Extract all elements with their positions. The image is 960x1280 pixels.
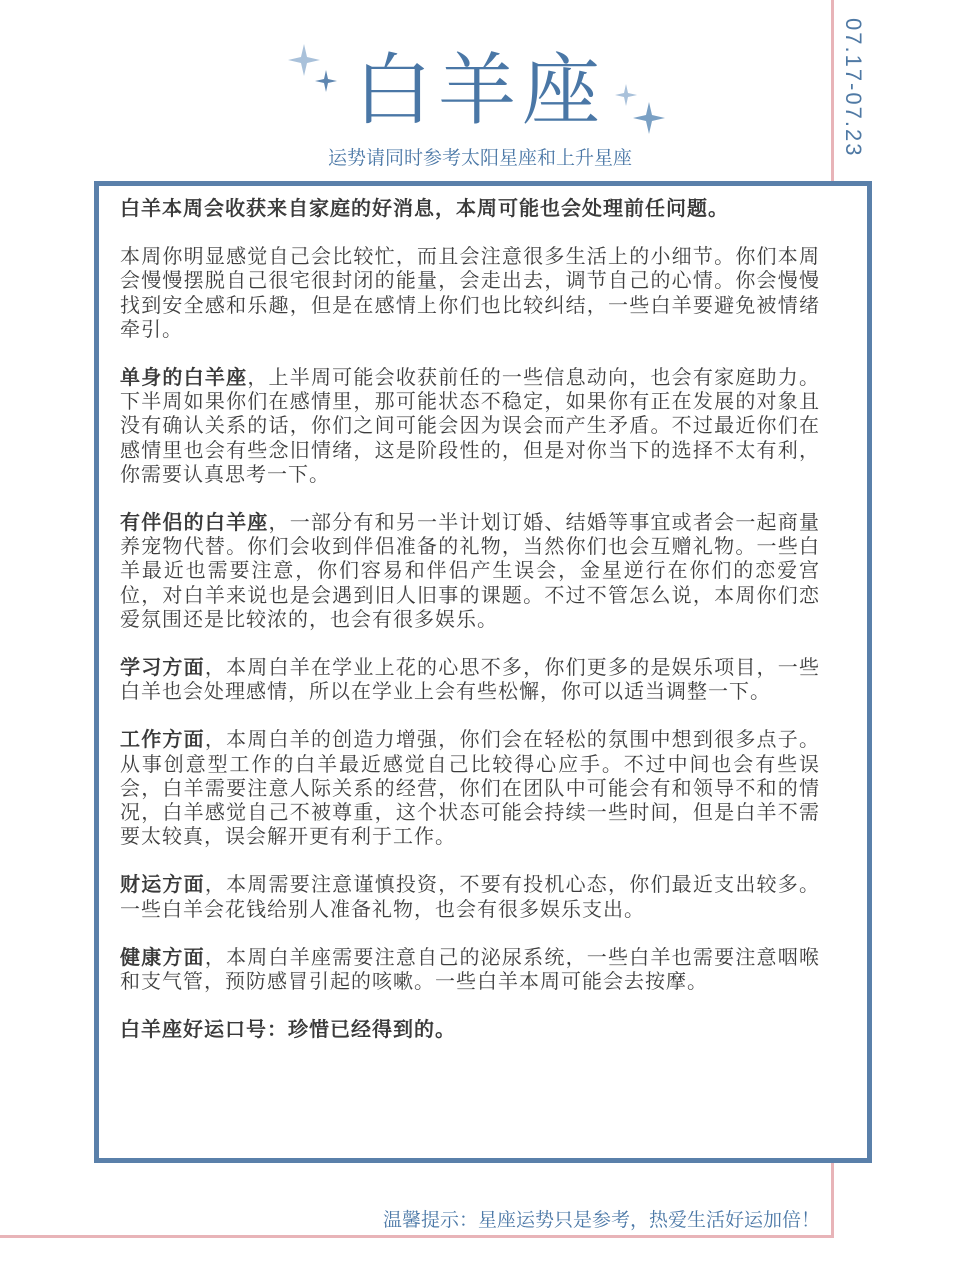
section-finance: 财运方面，本周需要注意谨慎投资，不要有投机心态，你们最近支出较多。一些白羊会花钱给别人准备礼物，也会有很多娱乐支出。 bbox=[120, 872, 820, 921]
slogan: 白羊座好运口号：珍惜已经得到的。 bbox=[120, 1017, 456, 1042]
sparkle-icon bbox=[612, 80, 672, 140]
footer-tip: 温馨提示：星座运势只是参考，热爱生活好运加倍！ bbox=[382, 1209, 820, 1231]
date-range: 07.17-07.23 bbox=[841, 18, 866, 158]
sparkle-icon bbox=[284, 40, 344, 100]
section-study: 学习方面，本周白羊在学业上花的心思不多，你们更多的是娱乐项目，一些白羊也会处理感情，所以在学业上会有些松懈，你可以适当调整一下。 bbox=[120, 655, 820, 704]
overview-paragraph: 本周你明显感觉自己会比较忙，而且会注意很多生活上的小细节。你们本周会慢慢摆脱自己很宅很封闭的能量，会走出去，调节自己的心情。你会慢慢找到安全感和乐趣，但是在感情上你们也比较纠结，一些白羊要避免被情绪牵引。 bbox=[120, 244, 820, 341]
section-label: 单身的白羊座 bbox=[120, 365, 248, 390]
section-label: 工作方面 bbox=[120, 727, 205, 752]
pink-horizontal-line bbox=[0, 1235, 834, 1238]
horoscope-content bbox=[120, 196, 820, 1065]
section-health: 健康方面，本周白羊座需要注意自己的泌尿系统，一些白羊也需要注意咽喉和支气管，预防感冒引起的咳嗽。一些白羊本周可能会去按摩。 bbox=[120, 944, 820, 994]
section-single: 单身的白羊座，上半周可能会收获前任的一些信息动向，也会有家庭助力。下半周如果你们在感情里，那可能状态不稳定，如果你有正在发展的对象且没有确认关系的话，你们之间可能会因为误会而产生矛盾。不过最近你们在感情里也会有些念旧情绪，这是阶段性的，但是对你当下的选择不太有利，你需要认真思考一下。 bbox=[120, 365, 820, 486]
section-label: 有伴侣的白羊座 bbox=[120, 510, 269, 535]
section-label: 财运方面 bbox=[120, 872, 205, 897]
section-label: 学习方面 bbox=[120, 655, 205, 680]
section-partnered: 有伴侣的白羊座，一部分有和另一半计划订婚、结婚等事宜或者会一起商量养宠物代替。你们会收到伴侣准备的礼物，当然你们也会互赠礼物。一些白羊最近也需要注意，你们容易和伴侣产生误会，金星逆行在你们的恋爱宫位，对白羊来说也是会遇到旧人旧事的课题。不过不管怎么说，本周你们恋爱氛围还是比较浓的，也会有很多娱乐。 bbox=[120, 510, 820, 631]
section-work: 工作方面，本周白羊的创造力增强，你们会在轻松的氛围中想到很多点子。从事创意型工作的白羊最近感觉自己比较得心应手。不过中间也会有些误会，白羊需要注意人际关系的经营，你们在团队中可能会有和领导不和的情况，白羊感觉自己不被尊重，这个状态可能会持续一些时间，但是白羊不需要太较真，误会解开更有利于工作。 bbox=[120, 727, 820, 849]
headline: 白羊本周会收获来自家庭的好消息，本周可能也会处理前任问题。 bbox=[120, 196, 729, 220]
page-title: 白羊座 bbox=[353, 46, 606, 136]
section-label: 健康方面 bbox=[120, 944, 205, 969]
subtitle: 运势请同时参考太阳星座和上升星座 bbox=[327, 147, 632, 169]
